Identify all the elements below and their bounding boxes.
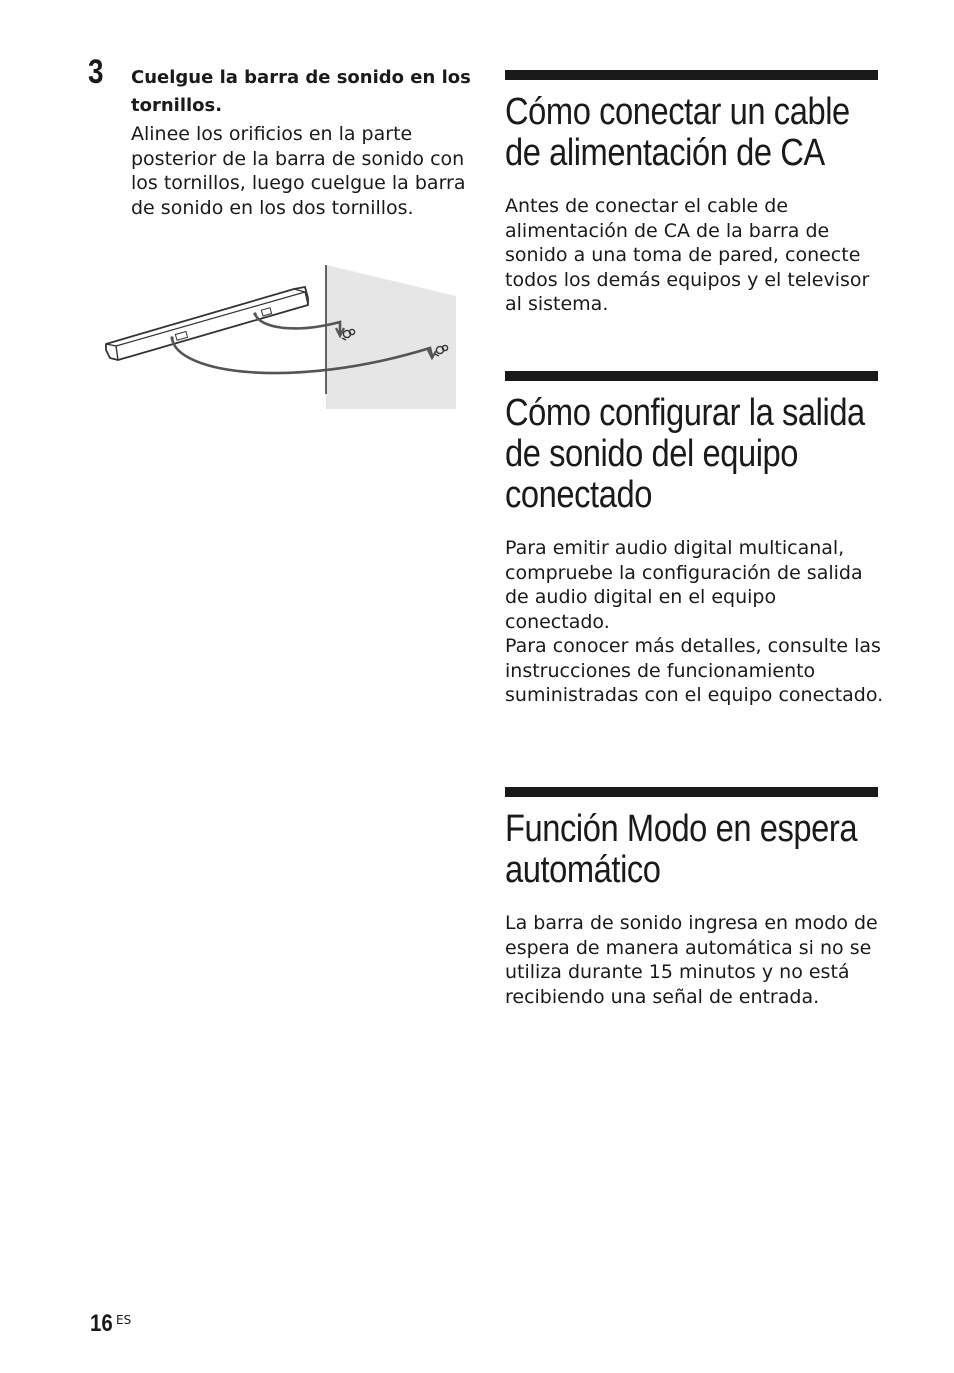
section-body: Antes de conectar el cable de alimentación de CA de la barra de sonido a una toma de pared, conecte todos los demás equipos y el televisor al sistema. [505, 195, 870, 315]
section-body: La barra de sonido ingresa en modo de espera de manera automática si no se utiliza durante 15 minutos y no está recibiendo una señal de entrada. [505, 912, 878, 1008]
section-divider [505, 371, 878, 381]
sound-bar-icon [106, 287, 308, 360]
section-ac-power-cable [505, 70, 878, 317]
section-body: Para emitir audio digital multicanal, compruebe la configuración de salida de audio digital en el equipo conectado. [505, 537, 863, 633]
section-divider [505, 787, 878, 797]
section-heading: Cómo conectar un cable de alimentación de CA [505, 91, 850, 174]
sound-bar-mounting-illustration [104, 262, 460, 412]
step-title: Cuelgue la barra de sonido en los tornillos. [131, 67, 471, 116]
section-auto-standby [505, 787, 878, 1009]
section-divider [505, 70, 878, 80]
page-number: 16 [90, 1310, 113, 1337]
section-body: Para conocer más detalles, consulte las instrucciones de funcionamiento suministradas con el equipo conectado. [505, 635, 884, 706]
page-language: ES [116, 1313, 132, 1327]
step-body: Alinee los orificios en la parte posterior de la barra de sonido con los tornillos, luego cuelgue la barra de sonido en los dos tornillos. [131, 123, 466, 219]
step-number: 3 [88, 53, 104, 91]
section-heading: Función Modo en espera automático [505, 808, 858, 891]
section-heading: Cómo configurar la salida de sonido del equipo conectado [505, 392, 865, 516]
section-sound-output-setup [505, 371, 884, 708]
